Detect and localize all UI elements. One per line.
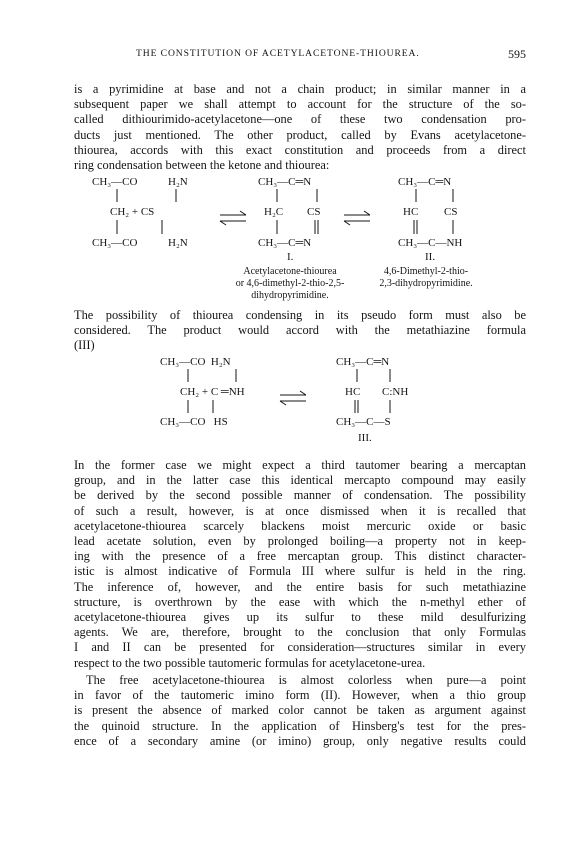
formula-I-mid-left: H₂C (264, 206, 284, 218)
caption-line: dihydropyrimidine. (251, 290, 329, 301)
text-line: be derived by the second possible manner of condensation. The possibility (74, 488, 526, 503)
text-line: acetylacetone-thiourea gives up its sulfur to these mild desulfurizing (74, 610, 526, 625)
text-line: in favor of the tautomeric imino form (II). However, when a thio group (74, 688, 526, 703)
text-line: The free acetylacetone-thiourea is almost colorless when pure—a point (86, 673, 526, 687)
page-number: 595 (508, 47, 526, 61)
text-line: of such a result, however, is at once dismissed when it is recalled that (74, 503, 526, 518)
text-line: respect to the two possible tautomeric formulas for acetylacetone-urea. (74, 655, 426, 670)
caption-line: Acetylacetone-thiourea (243, 266, 337, 277)
text-line: lead acetate solution, even by prolonged boiling—a property not in keep- (74, 534, 526, 549)
reactant2-middle: CH₂ + C ═NH (180, 386, 245, 398)
text-line: group, and in the latter case this identical mercapto compound may easily (74, 473, 526, 488)
formula-II-top: CH₃—C═N (398, 176, 452, 188)
formula-II-label: II. (425, 251, 436, 263)
paragraph-3 (74, 458, 526, 671)
running-title: THE CONSTITUTION OF ACETYLACETONE-THIOUREA. (136, 48, 420, 59)
text-line: I and II can be presented for consideration—structures similar in every (74, 640, 526, 655)
reactant2-bottom: CH₃—CO HS (160, 416, 228, 428)
text-line: called dithiourimido-acetylacetone—one of these two condensation pro- (74, 112, 526, 127)
formula-III-mid-left: HC (345, 386, 361, 398)
text-line: thiourea, accords with this exact constitution and proceeds from a direct (74, 142, 526, 157)
text-line: the quinoid structure. In the application of Hinsberg's test for the pres- (74, 718, 526, 733)
text-line: ence of a secondary amine (or imino) group, only negative results could (74, 733, 526, 748)
formula-III-bottom: CH₃—C—S (336, 416, 391, 428)
text-line: subsequent paper we shall attempt to account for the structure of the so- (74, 97, 526, 112)
reactant-ketone-bottom: CH₃—CO (92, 237, 138, 249)
text-line: ing with the presence of a free mercaptan group. This distinct character- (74, 549, 526, 564)
text-line: is present the absence of marked color cannot be taken as argument against (74, 703, 526, 718)
caption-line: or 4,6-dimethyl-2-thio-2,5- (235, 278, 345, 289)
text-line: ring condensation between the ketone and thiourea: (74, 158, 330, 173)
reactant-ketone-top: CH₃—CO (92, 176, 138, 188)
paragraph-4 (74, 673, 526, 749)
text-line: The inference of, however, and the entire basis for such metathiazine (74, 579, 526, 594)
reactant-amine-bottom: H₂N (168, 237, 188, 249)
text-line: (III) (74, 338, 95, 353)
formula-I-mid-right: CS (307, 206, 321, 218)
text-line: structure, is overthrown by the ease with which the n-methyl ether of (74, 594, 526, 609)
formula-II-mid-right: CS (444, 206, 458, 218)
text-line: is a pyrimidine at base and not a chain product; in similar manner in a (74, 82, 526, 96)
text-line: ducts just mentioned. The other product, called by Evans acetylacetone- (74, 127, 526, 142)
caption-line: 4,6-Dimethyl-2-thio- (383, 266, 469, 277)
text-line: agents. We are, therefore, brought to the conclusion that only Formulas (74, 625, 526, 640)
formula-II-mid-left: HC (403, 206, 419, 218)
text-line: The possibility of thiourea condensing in its pseudo form must also be (74, 308, 526, 322)
formula-III-mid-right: C:NH (382, 386, 409, 398)
formula-I-label: I. (287, 251, 294, 263)
formula-I-bottom: CH₃—C═N (258, 237, 312, 249)
formula-I-top: CH₃—C═N (258, 176, 312, 188)
text-line: In the former case we might expect a third tautomer bearing a mercaptan (74, 458, 526, 472)
formula-III-top: CH₃—C═N (336, 356, 390, 368)
reactant2-top: CH₃—CO H₂N (160, 356, 231, 368)
caption-line: 2,3-dihydropyrimidine. (379, 278, 473, 289)
text-line: considered. The product would accord with the metathiazine formula (74, 323, 526, 338)
formula-II-bottom: CH₃—C—NH (398, 237, 463, 249)
text-line: acetylacetone-thiourea scarcely blackens moist mercuric oxide or basic (74, 518, 526, 533)
text-line: istic is almost indicative of Formula III where sulfur is held in the ring. (74, 564, 526, 579)
formula-III-label: III. (358, 432, 372, 444)
reactant-middle: CH₂ + CS (110, 206, 155, 218)
reactant-amine-top: H₂N (168, 176, 188, 188)
